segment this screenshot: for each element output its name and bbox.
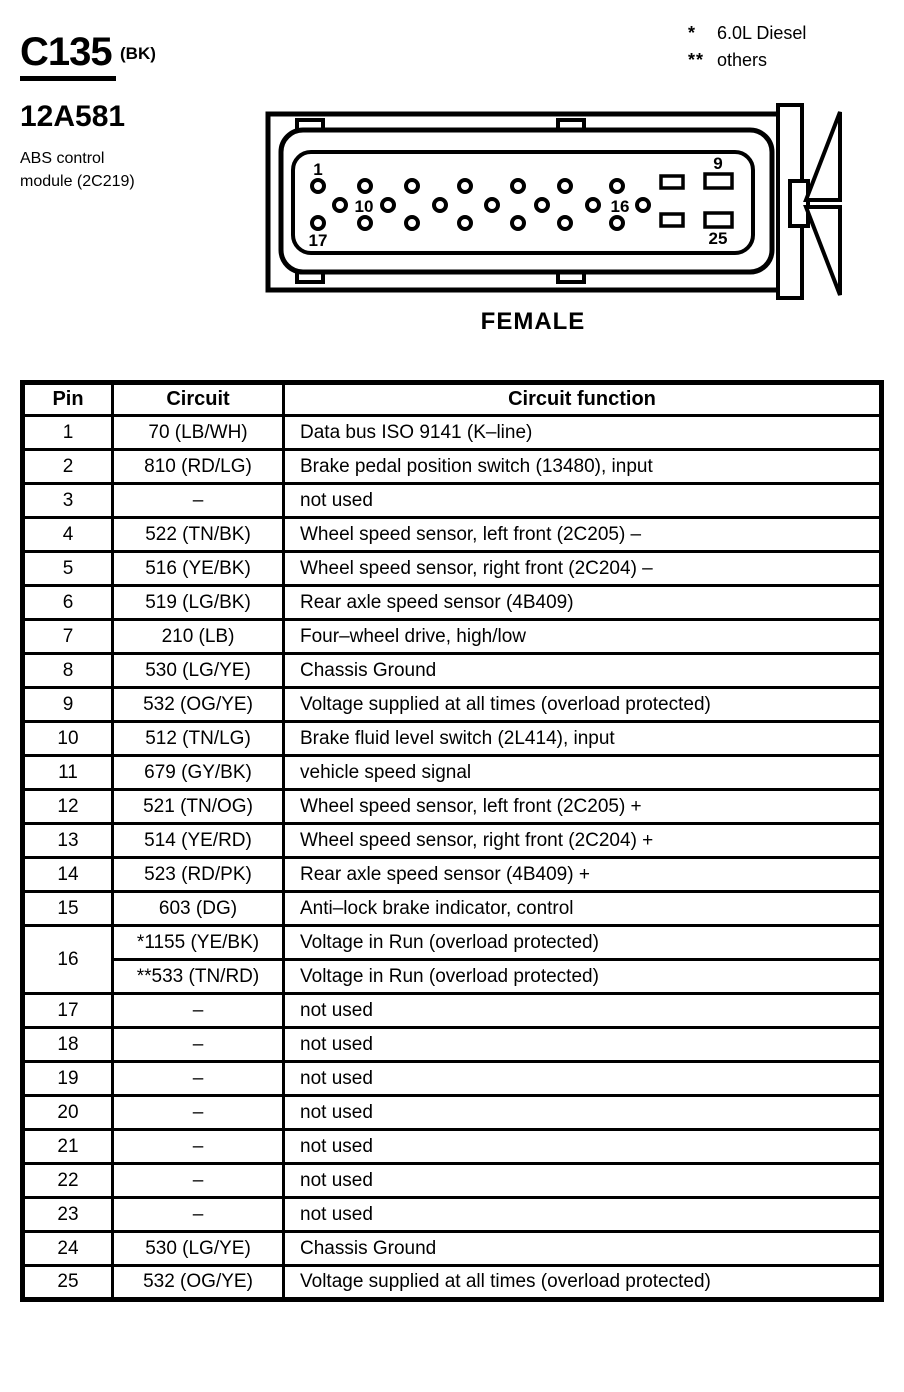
table-row: [23, 688, 882, 722]
pin-hole: [312, 180, 324, 192]
blade-slot: [661, 214, 683, 226]
circuit-function-cell: Wheel speed sensor, left front (2C205) –: [284, 518, 882, 552]
bracket-wing-lower: [806, 207, 840, 295]
pin-cell: 20: [23, 1096, 113, 1130]
circuit-cell: 70 (LB/WH): [113, 416, 284, 450]
pin-hole: [611, 217, 623, 229]
table-row: [23, 1164, 882, 1198]
pin-hole: [486, 199, 498, 211]
circuit-function-cell: Brake fluid level switch (2L414), input: [284, 722, 882, 756]
circuit-cell: –: [113, 1096, 284, 1130]
legend-note-label: 6.0L Diesel: [717, 23, 807, 43]
pinout-table-body: [23, 416, 882, 1300]
circuit-function-cell: Data bus ISO 9141 (K–line): [284, 416, 882, 450]
table-row: [23, 1266, 882, 1300]
pin-hole: [512, 180, 524, 192]
pin-hole: [382, 199, 394, 211]
pin-cell: 10: [23, 722, 113, 756]
legend-note-label: others: [717, 50, 768, 70]
table-row: [23, 552, 882, 586]
pin-cell: 15: [23, 892, 113, 926]
double-asterisk-symbol: **: [688, 50, 705, 70]
pin-hole: [406, 217, 418, 229]
table-row: [23, 858, 882, 892]
pin-hole: [312, 217, 324, 229]
table-row: [23, 1062, 882, 1096]
table-row: [23, 518, 882, 552]
circuit-function-cell: Voltage supplied at all times (overload protected): [284, 1266, 882, 1300]
blade-slot: [705, 174, 732, 188]
component-name-line1: ABS control: [20, 150, 105, 167]
column-header-circuit-function: Circuit function: [284, 383, 882, 416]
connector-diagram: [264, 96, 854, 306]
pin-cell: 13: [23, 824, 113, 858]
table-row: [23, 654, 882, 688]
circuit-function-cell: not used: [284, 1096, 882, 1130]
legend-notes: [688, 20, 806, 74]
circuit-function-cell: Rear axle speed sensor (4B409) +: [284, 858, 882, 892]
circuit-function-cell: not used: [284, 484, 882, 518]
table-row: [23, 926, 882, 960]
pin-hole: [512, 217, 524, 229]
pin-hole: [334, 199, 346, 211]
circuit-function-cell: Wheel speed sensor, left front (2C205) +: [284, 790, 882, 824]
pin-cell: 17: [23, 994, 113, 1028]
pin-hole: [359, 180, 371, 192]
circuit-cell: 530 (LG/YE): [113, 654, 284, 688]
circuit-function-cell: Wheel speed sensor, right front (2C204) +: [284, 824, 882, 858]
pin-cell: 4: [23, 518, 113, 552]
circuit-function-cell: not used: [284, 1028, 882, 1062]
pin-hole: [459, 180, 471, 192]
table-row: [23, 960, 882, 994]
table-row: [23, 416, 882, 450]
pin-hole: [434, 199, 446, 211]
circuit-function-cell: not used: [284, 1164, 882, 1198]
asterisk-symbol: *: [688, 23, 697, 43]
circuit-cell: 603 (DG): [113, 892, 284, 926]
circuit-function-cell: Rear axle speed sensor (4B409): [284, 586, 882, 620]
circuit-cell: 516 (YE/BK): [113, 552, 284, 586]
connector-id: C135: [20, 32, 116, 81]
circuit-function-cell: Voltage in Run (overload protected): [284, 960, 882, 994]
circuit-function-cell: Four–wheel drive, high/low: [284, 620, 882, 654]
circuit-cell: 512 (TN/LG): [113, 722, 284, 756]
circuit-function-cell: Anti–lock brake indicator, control: [284, 892, 882, 926]
blade-slot: [661, 176, 683, 188]
pin-hole: [406, 180, 418, 192]
pin-cell: 2: [23, 450, 113, 484]
circuit-cell: 532 (OG/YE): [113, 688, 284, 722]
circuit-function-cell: Brake pedal position switch (13480), input: [284, 450, 882, 484]
circuit-cell: 522 (TN/BK): [113, 518, 284, 552]
pin-label-1: 1: [313, 160, 323, 179]
pin-hole: [536, 199, 548, 211]
table-header-row: [23, 383, 882, 416]
pin-cell: 11: [23, 756, 113, 790]
pin-label-16: 16: [610, 197, 630, 216]
circuit-cell: 530 (LG/YE): [113, 1232, 284, 1266]
circuit-cell: 514 (YE/RD): [113, 824, 284, 858]
blade-slot: [705, 213, 732, 227]
pin-cell: 9: [23, 688, 113, 722]
circuit-function-cell: Voltage supplied at all times (overload protected): [284, 688, 882, 722]
pin-cell: 8: [23, 654, 113, 688]
pin-label-10: 10: [354, 197, 374, 216]
connector-color-code: (BK): [120, 44, 156, 63]
table-row: [23, 824, 882, 858]
connector-bracket: [778, 105, 840, 298]
pin-cell: 3: [23, 484, 113, 518]
pin-cell: 7: [23, 620, 113, 654]
pin-cell: 16: [23, 926, 113, 994]
pin-hole: [611, 180, 623, 192]
pinout-table: [20, 380, 884, 1302]
table-row: [23, 1130, 882, 1164]
circuit-cell: *1155 (YE/BK): [113, 926, 284, 960]
table-row: [23, 1028, 882, 1062]
circuit-function-cell: vehicle speed signal: [284, 756, 882, 790]
circuit-cell: –: [113, 1028, 284, 1062]
circuit-cell: **533 (TN/RD): [113, 960, 284, 994]
pin-cell: 23: [23, 1198, 113, 1232]
table-row: [23, 756, 882, 790]
pin-label-9: 9: [713, 154, 723, 173]
pin-hole: [637, 199, 649, 211]
table-row: [23, 484, 882, 518]
circuit-cell: 532 (OG/YE): [113, 1266, 284, 1300]
table-row: [23, 1198, 882, 1232]
pin-hole: [359, 217, 371, 229]
circuit-cell: 810 (RD/LG): [113, 450, 284, 484]
pin-hole: [559, 217, 571, 229]
pin-cell: 6: [23, 586, 113, 620]
circuit-cell: –: [113, 484, 284, 518]
circuit-function-cell: not used: [284, 994, 882, 1028]
part-number: 12A581: [20, 100, 126, 133]
table-row: [23, 620, 882, 654]
legend-note-diesel: [688, 20, 806, 47]
table-row: [23, 450, 882, 484]
circuit-cell: –: [113, 1198, 284, 1232]
circuit-function-cell: Voltage in Run (overload protected): [284, 926, 882, 960]
table-row: [23, 586, 882, 620]
circuit-function-cell: not used: [284, 1062, 882, 1096]
pin-cell: 25: [23, 1266, 113, 1300]
circuit-function-cell: Wheel speed sensor, right front (2C204) –: [284, 552, 882, 586]
pin-cell: 19: [23, 1062, 113, 1096]
circuit-cell: –: [113, 1130, 284, 1164]
component-name-line2: module (2C219): [20, 173, 135, 190]
pin-cell: 14: [23, 858, 113, 892]
legend-note-others: [688, 47, 806, 74]
pin-hole: [559, 180, 571, 192]
table-row: [23, 1096, 882, 1130]
column-header-pin: Pin: [23, 383, 113, 416]
circuit-function-cell: not used: [284, 1130, 882, 1164]
pin-cell: 5: [23, 552, 113, 586]
pin-cell: 18: [23, 1028, 113, 1062]
pin-label-25: 25: [708, 229, 728, 248]
table-row: [23, 892, 882, 926]
circuit-cell: 210 (LB): [113, 620, 284, 654]
circuit-cell: 679 (GY/BK): [113, 756, 284, 790]
circuit-cell: 521 (TN/OG): [113, 790, 284, 824]
bracket-wing-upper: [806, 112, 840, 200]
circuit-cell: 519 (LG/BK): [113, 586, 284, 620]
table-row: [23, 722, 882, 756]
pin-cell: 24: [23, 1232, 113, 1266]
pin-cell: 21: [23, 1130, 113, 1164]
circuit-cell: –: [113, 1164, 284, 1198]
pin-hole: [459, 217, 471, 229]
table-row: [23, 1232, 882, 1266]
table-row: [23, 994, 882, 1028]
pin-cell: 22: [23, 1164, 113, 1198]
circuit-cell: –: [113, 1062, 284, 1096]
circuit-function-cell: not used: [284, 1198, 882, 1232]
bracket-tab: [790, 181, 808, 226]
pin-label-17: 17: [308, 231, 328, 250]
connector-gender-label: FEMALE: [480, 308, 586, 335]
pin-hole: [587, 199, 599, 211]
circuit-cell: 523 (RD/PK): [113, 858, 284, 892]
circuit-function-cell: Chassis Ground: [284, 654, 882, 688]
table-row: [23, 790, 882, 824]
circuit-cell: –: [113, 994, 284, 1028]
pin-cell: 1: [23, 416, 113, 450]
pin-cell: 12: [23, 790, 113, 824]
column-header-circuit: Circuit: [113, 383, 284, 416]
component-name: [20, 147, 135, 193]
circuit-function-cell: Chassis Ground: [284, 1232, 882, 1266]
